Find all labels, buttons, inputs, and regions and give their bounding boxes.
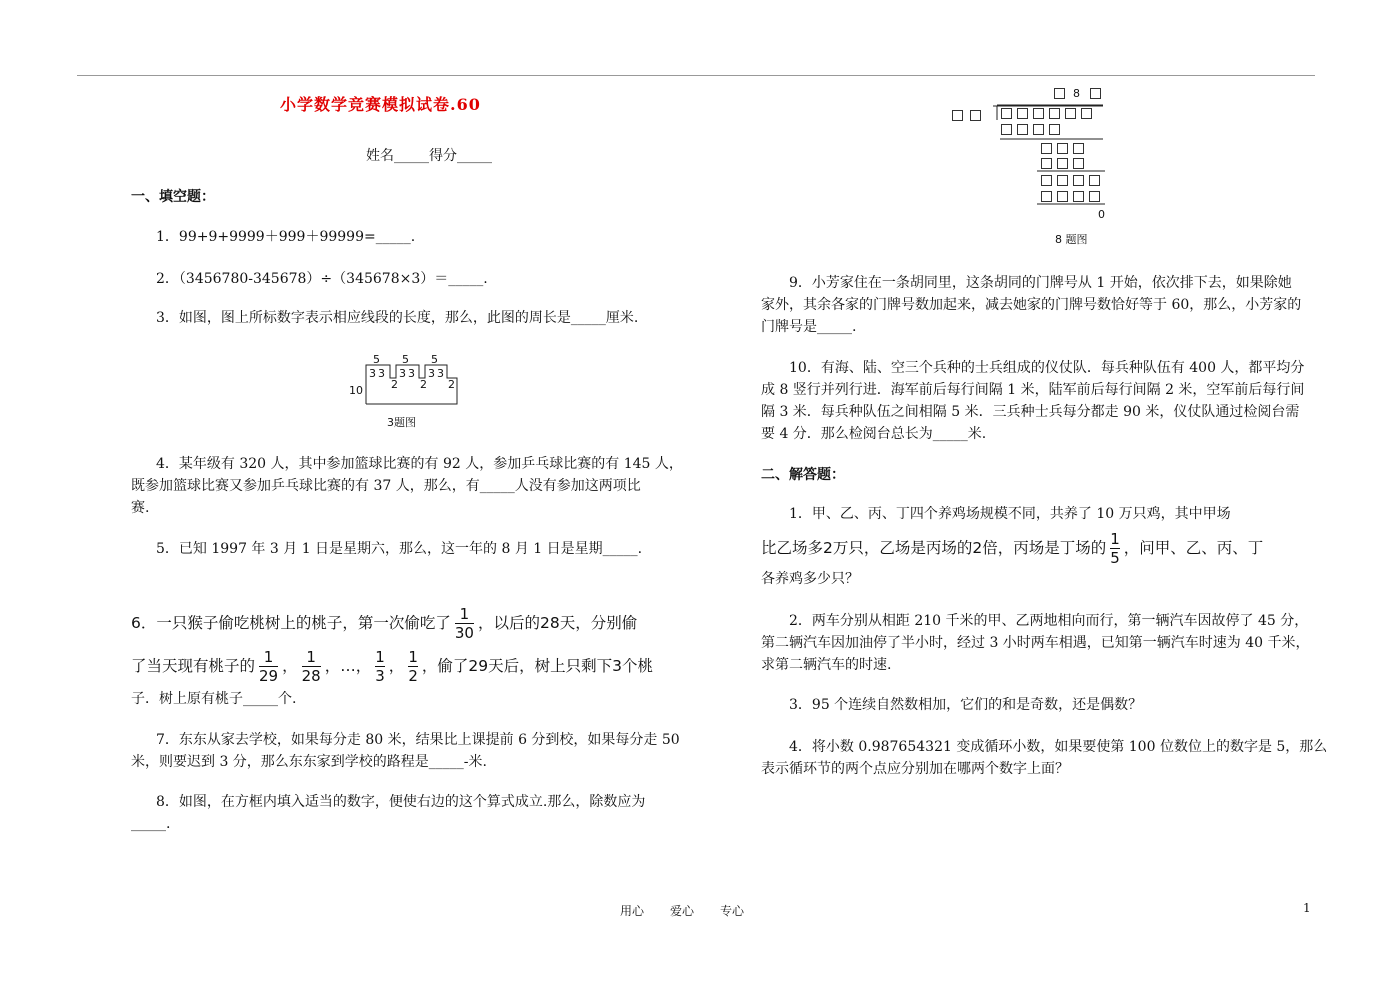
- step-box: [1041, 175, 1052, 186]
- fig3-label-mid-4: 3: [408, 367, 415, 380]
- question-6-line1: [131, 605, 637, 641]
- question-5: 5．已知 1997 年 3 月 1 日是星期六，那么，这一年的 8 月 1 日是星期_____.: [156, 541, 643, 557]
- q6-text-1: 6．一只猴子偷吃桃树上的桃子，第一次偷吃了: [131, 614, 451, 632]
- fraction-denominator: 2: [408, 667, 418, 685]
- fig3-label-top-1: 5: [373, 353, 380, 366]
- exam-title: 小学数学竞赛模拟试卷.60: [280, 95, 481, 114]
- quotient-digit: 8: [1073, 87, 1080, 100]
- question-4-line1: 4．某年级有 320 人，其中参加篮球比赛的有 92 人，参加乒乓球比赛的有 145 人，: [156, 456, 683, 472]
- fig3-label-mid-1: 3: [369, 367, 376, 380]
- q6-text-2: ，以后的28天，分别偷: [477, 614, 638, 632]
- fraction-numerator: 1: [306, 648, 316, 666]
- question-7-line1: 7．东东从家去学校，如果每分走 80 米，结果比上课提前 6 分到校，如果每分走 50: [156, 732, 680, 748]
- a1-text-1: 比乙场多2万只，乙场是丙场的2倍，丙场是丁场的: [761, 539, 1107, 557]
- fig8-caption: 8 题图: [1055, 233, 1088, 246]
- step-box: [1073, 175, 1084, 186]
- question-10-line2: 成 8 竖行并列行进．海军前后每行间隔 1 米，陆军前后每行间隔 2 米，空军前后每行间: [761, 382, 1305, 398]
- question-3: 3．如图，图上所标数字表示相应线段的长度，那么，此图的周长是_____厘米.: [156, 310, 639, 326]
- q6-fraction-1-28: [302, 648, 321, 685]
- step-box: [1001, 124, 1012, 135]
- question-10-line4: 要 4 分．那么检阅台总长为_____米.: [761, 426, 987, 442]
- q6-fraction-1-2: [408, 648, 418, 685]
- section-fill-in-heading: 一、填空题：: [131, 189, 215, 205]
- question-7-line2: 米，则要迟到 3 分，那么东东家到学校的路程是_____-米.: [131, 754, 487, 770]
- fig3-label-mid-6: 3: [437, 367, 444, 380]
- step-box: [1049, 124, 1060, 135]
- answer-3: 3．95 个连续自然数相加，它们的和是奇数，还是偶数？: [789, 697, 1143, 713]
- fig3-label-mid-5: 3: [428, 367, 435, 380]
- q6-separator: ，: [388, 657, 405, 675]
- question-9-line3: 门牌号是_____.: [761, 319, 857, 335]
- fraction-denominator: 30: [454, 624, 474, 642]
- q6-separator: ，: [282, 657, 298, 675]
- fraction-numerator: 1: [408, 648, 418, 666]
- fraction-denominator: 29: [259, 667, 279, 685]
- fraction-denominator: 3: [375, 667, 385, 685]
- answer-2-line1: 2．两车分别从相距 210 千米的甲、乙两地相向而行，第一辆汽车因故停了 45 分，: [789, 613, 1309, 629]
- fig3-label-two-3: 2: [448, 378, 455, 391]
- step-box: [1017, 124, 1028, 135]
- dividend-box: [1001, 108, 1012, 119]
- question-8-line1: 8．如图，在方框内填入适当的数字，便使右边的这个算式成立.那么，除数应为: [156, 794, 646, 810]
- answer-1-line1: 1．甲、乙、丙、丁四个养鸡场规模不同，共养了 10 万只鸡，其中甲场: [789, 506, 1231, 522]
- step-box: [1041, 143, 1052, 154]
- section-answer-heading: 二、解答题：: [761, 467, 845, 483]
- dividend-box: [1017, 108, 1028, 119]
- divisor-box: [970, 110, 981, 121]
- page-number: 1: [1303, 901, 1311, 915]
- fraction-numerator: 1: [1110, 530, 1120, 548]
- dividend-box: [1049, 108, 1060, 119]
- q6-fraction-1-30: [455, 605, 474, 642]
- step-box: [1073, 143, 1084, 154]
- fraction-numerator: 1: [375, 648, 385, 666]
- fraction-denominator: 5: [1110, 549, 1120, 567]
- footer-motto-2: 爱心: [670, 904, 695, 918]
- figure-3: [345, 350, 465, 430]
- fig3-label-two-1: 2: [391, 378, 398, 391]
- a1-fraction-1-5: [1110, 530, 1120, 567]
- question-9-line2: 家外，其余各家的门牌号数加起来，减去她家的门牌号数恰好等于 60，那么，小芳家的: [761, 297, 1302, 313]
- step-box: [1057, 143, 1068, 154]
- step-box: [1057, 175, 1068, 186]
- answer-4-line2: 表示循环节的两个点应分别加在哪两个数字上面？: [761, 761, 1069, 777]
- step-box: [1057, 191, 1068, 202]
- fig3-label-mid-3: 3: [399, 367, 406, 380]
- fig3-label-two-2: 2: [420, 378, 427, 391]
- q6-separator: ，: [324, 657, 341, 675]
- figure-8: [945, 84, 1125, 249]
- question-1: 1．99+9+9999＋999＋99999=_____.: [156, 229, 416, 245]
- a1-text-2: ，问甲、乙、丙、丁: [1123, 539, 1264, 557]
- name-score-line: 姓名_____得分_____: [366, 148, 492, 164]
- q6-separator: ，: [355, 657, 372, 675]
- answer-2-line3: 求第二辆汽车的时速.: [761, 657, 892, 673]
- question-4-line3: 赛.: [131, 500, 150, 516]
- step-box: [1073, 191, 1084, 202]
- footer-motto-1: 用心: [620, 904, 645, 918]
- dividend-box: [1033, 108, 1044, 119]
- fig3-caption: 3题图: [387, 416, 416, 429]
- question-4-line2: 既参加篮球比赛又参加乒乓球比赛的有 37 人，那么，有_____人没有参加这两项比: [131, 478, 641, 494]
- question-9-line1: 9．小芳家住在一条胡同里，这条胡同的门牌号从 1 开始，依次排下去，如果除她: [789, 275, 1292, 291]
- question-10-line3: 隔 3 米．每兵种队伍之间相隔 5 米．三兵种士兵每分都走 90 米，仪仗队通过检阅台需: [761, 404, 1300, 420]
- fig3-label-left: 10: [349, 384, 363, 397]
- divisor-box: [952, 110, 963, 121]
- q6-text-4: ，偷了29天后，树上只剩下3个桃: [421, 657, 653, 675]
- header-rule: [77, 75, 1315, 76]
- fig3-label-top-3: 5: [431, 353, 438, 366]
- step-box: [1089, 175, 1100, 186]
- remainder-digit: 0: [1098, 208, 1105, 221]
- fraction-numerator: 1: [459, 605, 470, 623]
- answer-4-line1: 4．将小数 0.987654321 变成循环小数，如果要使第 100 位数位上的数字是 5，那么: [789, 739, 1328, 755]
- step-box: [1057, 158, 1068, 169]
- q6-text-3: 了当天现有桃子的: [131, 657, 256, 675]
- step-box: [1041, 191, 1052, 202]
- footer-motto-3: 专心: [720, 904, 745, 918]
- q6-ellipsis: …: [340, 657, 356, 675]
- fraction-numerator: 1: [263, 648, 274, 666]
- step-box: [1089, 191, 1100, 202]
- answer-1-line3: 各养鸡多少只？: [761, 571, 859, 587]
- step-box: [1033, 124, 1044, 135]
- fig3-label-mid-2: 3: [378, 367, 385, 380]
- division-lines: [945, 84, 1125, 224]
- question-6-line3: 子．树上原有桃子_____个.: [131, 691, 297, 707]
- dividend-box: [1081, 108, 1092, 119]
- question-10-line1: 10．有海、陆、空三个兵种的士兵组成的仪仗队．每兵种队伍有 400 人，都平均分: [789, 360, 1305, 376]
- step-box: [1041, 158, 1052, 169]
- q6-fraction-1-29: [259, 648, 278, 685]
- fig3-label-top-2: 5: [402, 353, 409, 366]
- q6-fraction-1-3: [375, 648, 385, 685]
- fraction-denominator: 28: [301, 667, 321, 685]
- question-6-line2: [131, 648, 653, 684]
- question-8-line2: _____.: [131, 816, 171, 832]
- answer-2-line2: 第二辆汽车因加油停了半小时，经过 3 小时两车相遇，已知第一辆汽车时速为 40 千米，: [761, 635, 1310, 651]
- question-2: 2．（3456780-345678）÷（345678×3）＝_____.: [156, 271, 488, 287]
- dividend-box: [1065, 108, 1076, 119]
- answer-1-line2: [761, 530, 1263, 566]
- step-box: [1073, 158, 1084, 169]
